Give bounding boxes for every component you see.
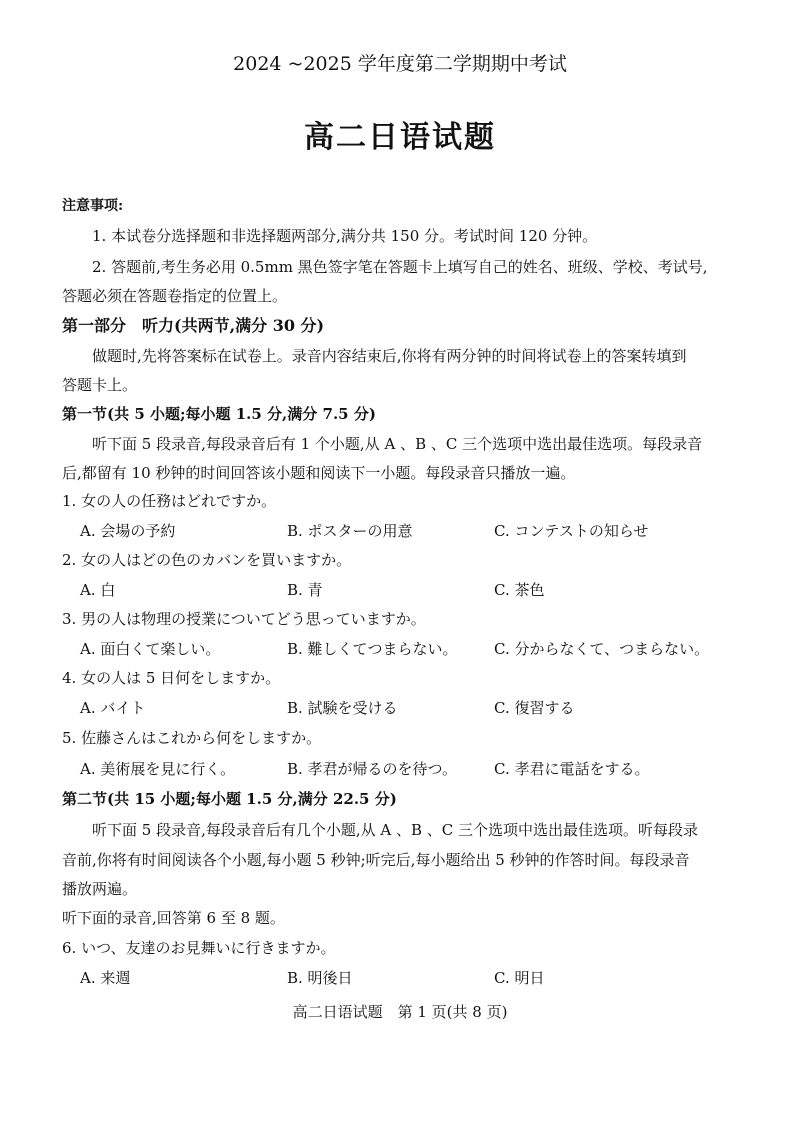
part1-intro-line1: 做题时,先将答案标在试卷上。录音内容结束后,你将有两分钟的时间将试卷上的答案转填到 <box>92 347 687 365</box>
q6-option-c: C. 明日 <box>494 969 545 987</box>
q2-option-a: A. 白 <box>80 581 116 599</box>
q6-option-b: B. 明後日 <box>287 969 353 987</box>
question-5: 5. 佐藤さんはこれから何をしますか。 <box>62 729 322 747</box>
question-4: 4. 女の人は 5 日何をしますか。 <box>62 669 281 687</box>
q6-option-a: A. 来週 <box>80 969 131 987</box>
q3-option-c: C. 分からなくて、つまらない。 <box>494 640 710 658</box>
notice-item-2-line2: 答题必须在答题卷指定的位置上。 <box>62 287 288 305</box>
q4-option-c: C. 復習する <box>494 699 575 717</box>
q4-option-a: A. バイト <box>80 699 146 717</box>
part1-heading: 第一部分 听力(共两节,满分 30 分) <box>62 316 325 335</box>
notice-item-1: 1. 本试卷分选择题和非选择题两部分,满分共 150 分。考试时间 120 分钟。 <box>92 227 598 245</box>
notice-heading: 注意事项: <box>62 198 124 214</box>
q2-option-c: C. 茶色 <box>494 581 545 599</box>
section1-heading: 第一节(共 5 小题;每小题 1.5 分,满分 7.5 分) <box>62 405 376 423</box>
section2-sub-instruction: 听下面的录音,回答第 6 至 8 题。 <box>62 909 285 927</box>
q3-option-b: B. 難しくてつまらない。 <box>287 640 458 658</box>
q1-option-a: A. 会場の予約 <box>80 522 176 540</box>
q3-option-a: A. 面白くて楽しい。 <box>80 640 221 658</box>
q5-option-b: B. 孝君が帰るのを待つ。 <box>287 760 457 778</box>
exam-title: 2024 ~2025 学年度第二学期期中考试 <box>233 53 567 75</box>
q1-option-c: C. コンテストの知らせ <box>494 522 649 540</box>
page-footer: 高二日语试题 第 1 页(共 8 页) <box>292 1003 508 1021</box>
section2-intro-line2: 音前,你将有时间阅读各个小题,每小题 5 秒钟;听完后,每小题给出 5 秒钟的作答时间。每段录音 <box>62 851 690 869</box>
part1-intro-line2: 答题卡上。 <box>62 376 138 394</box>
q1-option-b: B. ポスターの用意 <box>287 522 413 540</box>
section2-intro-line3: 播放两遍。 <box>62 880 138 898</box>
subject-title: 高二日语试题 <box>304 120 496 155</box>
q4-option-b: B. 試験を受ける <box>287 699 398 717</box>
question-2: 2. 女の人はどの色のカバンを買いますか。 <box>62 551 352 569</box>
section2-heading: 第二节(共 15 小题;每小题 1.5 分,满分 22.5 分) <box>62 790 397 808</box>
question-1: 1. 女の人の任務はどれですか。 <box>62 492 277 510</box>
question-3: 3. 男の人は物理の授業についてどう思っていますか。 <box>62 610 426 628</box>
q5-option-c: C. 孝君に電話をする。 <box>494 760 650 778</box>
section2-intro-line1: 听下面 5 段录音,每段录音后有几个小题,从 A 、B 、C 三个选项中选出最佳选项。听每段录 <box>92 821 699 839</box>
question-6: 6. いつ、友達のお見舞いに行きますか。 <box>62 939 336 957</box>
notice-item-2-line1: 2. 答题前,考生务必用 0.5mm 黑色签字笔在答题卡上填写自己的姓名、班级、学校、考试号, <box>92 258 708 276</box>
section1-intro-line2: 后,都留有 10 秒钟的时间回答该小题和阅读下一小题。每段录音只播放一遍。 <box>62 464 576 482</box>
q5-option-a: A. 美術展を見に行く。 <box>80 760 236 778</box>
section1-intro-line1: 听下面 5 段录音,每段录音后有 1 个小题,从 A 、B 、C 三个选项中选出最佳选项。每段录音 <box>92 435 703 453</box>
q2-option-b: B. 青 <box>287 581 323 599</box>
